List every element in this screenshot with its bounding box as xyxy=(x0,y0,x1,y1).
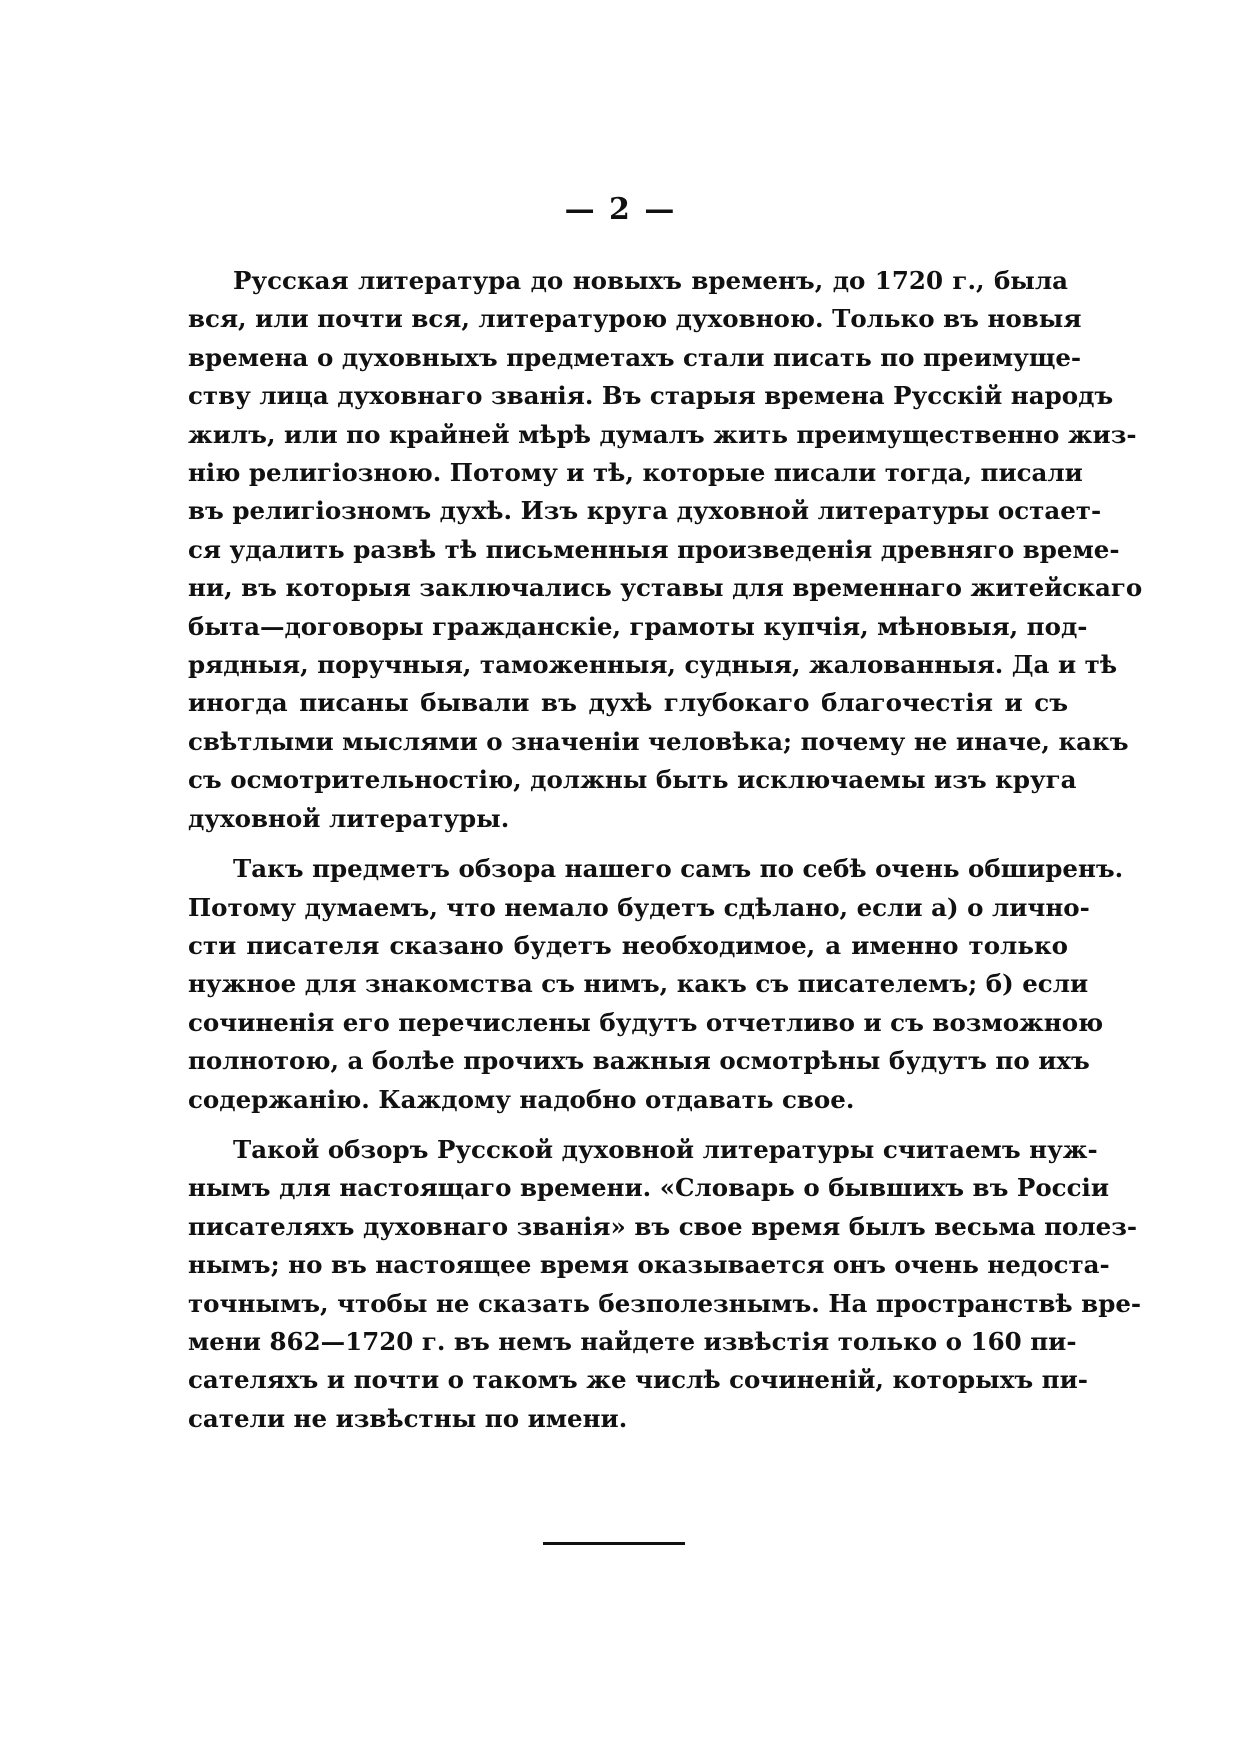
paragraph-1 xyxy=(188,262,1143,838)
text-line: Русская литература до новыхъ временъ, до 1720 г., была xyxy=(233,266,1068,295)
text-line: Потому думаемъ, что немало будетъ сдѣлано, если а) о лично- xyxy=(188,892,1090,922)
text-line: рядныя, поручныя, таможенныя, судныя, жалованныя. Да и тѣ xyxy=(188,650,1118,680)
text-line: вся, или почти вся, литературою духовною. Только въ новыя xyxy=(188,304,1082,334)
body-text xyxy=(188,262,1143,1450)
text-line: содержанію. Каждому надобно отдавать свое. xyxy=(188,1084,855,1114)
text-line: Такъ предметъ обзора нашего самъ по себѣ очень обширенъ. xyxy=(233,854,1124,884)
text-line: сти писателя сказано будетъ необходимое, а именно только xyxy=(188,930,1068,960)
page-number: — 2 — xyxy=(564,192,677,227)
text-line: съ осмотрительностію, должны быть исключаемы изъ круга xyxy=(188,765,1077,795)
paragraph-2 xyxy=(188,850,1124,1119)
text-line: сатели не извѣстны по имени. xyxy=(188,1403,628,1433)
text-line: мени 862—1720 г. въ немъ найдете извѣстія только о 160 пи- xyxy=(188,1326,1077,1356)
text-line: времена о духовныхъ предметахъ стали писать по преимуще- xyxy=(188,342,1082,372)
end-rule-divider xyxy=(543,1542,685,1545)
text-line: точнымъ, чтобы не сказать безполезнымъ. На пространствѣ вре- xyxy=(188,1288,1142,1318)
text-line: нужное для знакомства съ нимъ, какъ съ писателемъ; б) если xyxy=(188,969,1089,999)
text-line: въ религіозномъ духѣ. Изъ круга духовной литературы остает- xyxy=(188,496,1102,526)
text-line: нымъ; но въ настоящее время оказывается онъ очень недоста- xyxy=(188,1250,1110,1280)
text-line: полнотою, а болѣе прочихъ важныя осмотрѣны будутъ по ихъ xyxy=(188,1046,1090,1076)
text-line: нымъ для настоящаго времени. «Словарь о бывшихъ въ Россіи xyxy=(188,1173,1109,1203)
text-line: быта—договоры гражданскіе, грамоты купчія, мѣновыя, под- xyxy=(188,611,1088,641)
text-line: сателяхъ и почти о такомъ же числѣ сочиненій, которыхъ пи- xyxy=(188,1365,1088,1395)
text-line: ся удалить развѣ тѣ письменныя произведенія древняго време- xyxy=(188,534,1120,564)
text-line: свѣтлыми мыслями о значеніи человѣка; почему не иначе, какъ xyxy=(188,726,1129,756)
text-line: жилъ, или по крайней мѣрѣ думалъ жить преимущественно жиз- xyxy=(188,419,1137,449)
text-line: ству лица духовнаго званія. Въ старыя времена Русскій народъ xyxy=(188,381,1114,411)
text-line: Такой обзоръ Русской духовной литературы считаемъ нуж- xyxy=(233,1134,1098,1164)
text-line: нію религіозною. Потому и тѣ, которые писали тогда, писали xyxy=(188,458,1083,488)
text-line: ни, въ которыя заключались уставы для временнаго житейскаго xyxy=(188,573,1143,603)
text-line: духовной литературы. xyxy=(188,803,510,833)
text-line: иногда писаны бывали въ духѣ глубокаго благочестія и съ xyxy=(188,688,1068,718)
text-line: сочиненія его перечислены будутъ отчетливо и съ возможною xyxy=(188,1007,1104,1037)
paragraph-3 xyxy=(188,1131,1142,1438)
text-line: писателяхъ духовнаго званія» въ свое время былъ весьма полез- xyxy=(188,1211,1138,1241)
